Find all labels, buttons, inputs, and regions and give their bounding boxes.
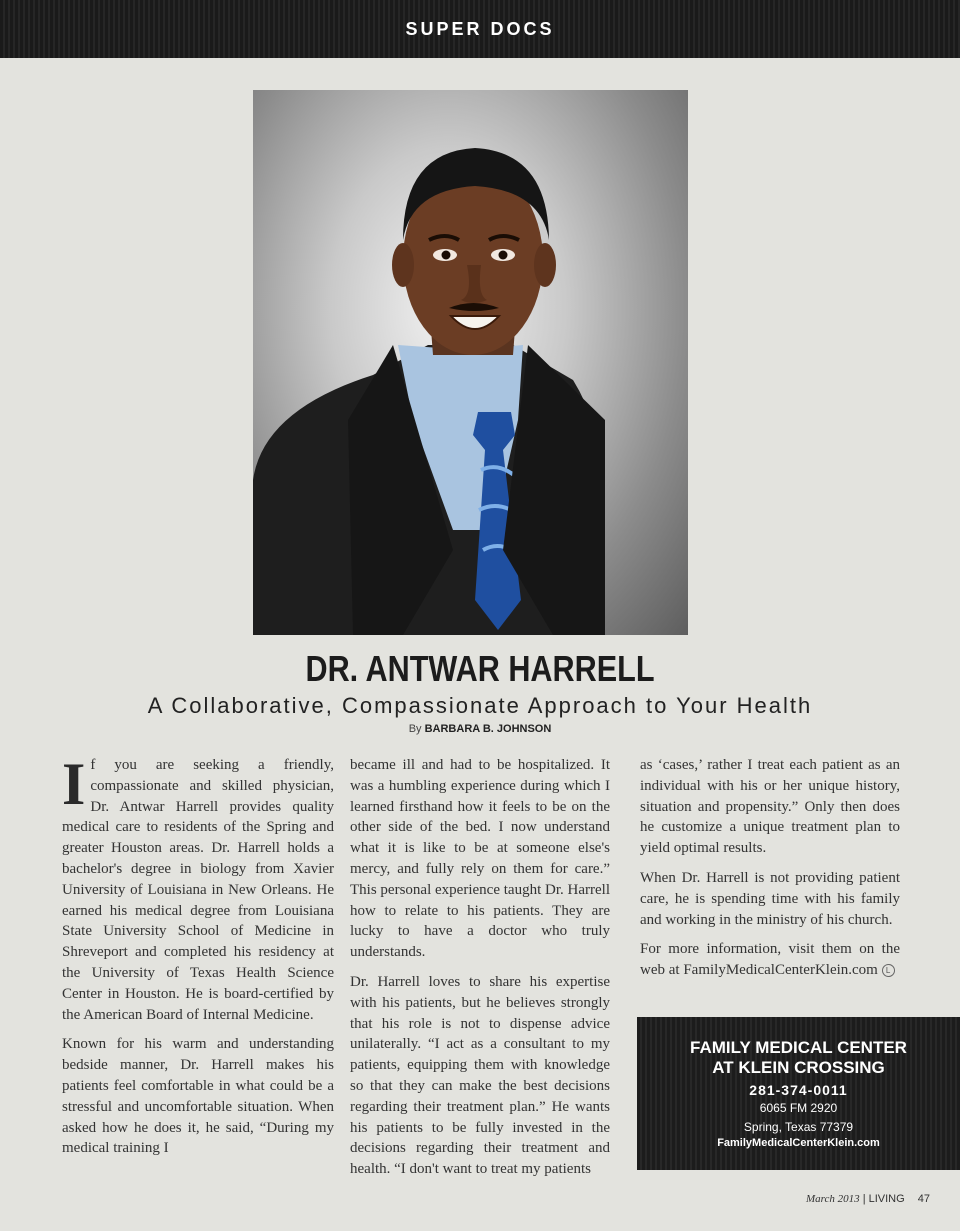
practice-name-line-2: AT KLEIN CROSSING [712,1058,885,1077]
practice-street: 6065 FM 2920 [759,1101,838,1115]
issue-date: March 2013 [805,1193,860,1205]
article-column-2 [350,755,610,1189]
practice-city: Spring, Texas 77379 [743,1120,854,1134]
article-column-3 [640,755,900,990]
footer-separator: | [862,1193,866,1205]
paragraph: as ‘cases,’ rather I treat each patient as an individual with his or her unique history, situation and propensity.” Only then does he customize a unique treatment plan to yield optimal results. [640,757,900,857]
drop-cap: I [62,751,86,817]
article-headline: DR. ANTWAR HARRELL [305,648,655,689]
practice-name [637,1038,960,1078]
practice-phone: 281-374-0011 [749,1082,848,1098]
paragraph: Dr. Harrell loves to share his expertise with his patients, but he believes strongly that his role is not to dispense advice unilaterally. “I act as a consultant to my patients, equipping them with knowledge so that they can make the best decisions regarding their treatment plan.” He wants his patients to be fully invested in the decisions regarding their treatment and health. “I don't want to treat my patients [350,973,610,1178]
article-subhead: A Collaborative, Compassionate Approach to Your Health [147,693,813,718]
byline [0,723,960,735]
paragraph: When Dr. Harrell is not providing patient care, he is spending time with his family and working in the ministry of his church. [640,869,900,928]
practice-website: FamilyMedicalCenterKlein.com [717,1137,880,1149]
portrait-illustration [253,90,688,635]
section-title: SUPER DOCS [405,18,555,39]
end-mark-icon: L [882,964,895,977]
doctor-portrait-photo [253,90,688,635]
byline-prefix: By [408,723,422,735]
byline-author: BARBARA B. JOHNSON [424,723,552,735]
contact-info-box [637,1017,960,1170]
section-header-bar [0,0,960,58]
page-number: 47 [917,1193,930,1205]
paragraph-text: For more information, visit them on the web at FamilyMedicalCenterKlein.com [640,941,900,979]
paragraph: became ill and had to be hospitalized. It was a humbling experience during which I learned firsthand how it feels to be on the other side of the bed. I now understand what it is like to be at someone else's mercy, and fully rely on them for care.” This personal experience taught Dr. Harrell how to relate to his patients. They are lucky to have a doctor who truly understands. [350,757,610,961]
paragraph-text: f you are seeking a friendly, compassionate and skilled physician, Dr. Antwar Harrell provides quality medical care to residents of the Spring and greater Houston areas. Dr. Harrell holds a bachelor's degree in biology from Xavier University of Louisiana in New Orleans. He earned his medical degree from Louisiana State University School of Medicine in Shreveport and completed his residency at the University of Texas Health Science Center in Houston. He is board-certified by the American Board of Internal Medicine. [62,757,334,1023]
practice-name-line-1: FAMILY MEDICAL CENTER [690,1038,907,1057]
magazine-name: LIVING [868,1193,905,1205]
paragraph: Known for his warm and understanding bedside manner, Dr. Harrell makes his patients feel comfortable in what could be a stressful and uncomfortable situation. When asked how he does it, he said, “During my medical training I [62,1036,334,1157]
page-footer [806,1193,930,1205]
paragraph [62,751,334,1025]
paragraph [640,939,900,981]
article-column-1 [62,751,334,1168]
